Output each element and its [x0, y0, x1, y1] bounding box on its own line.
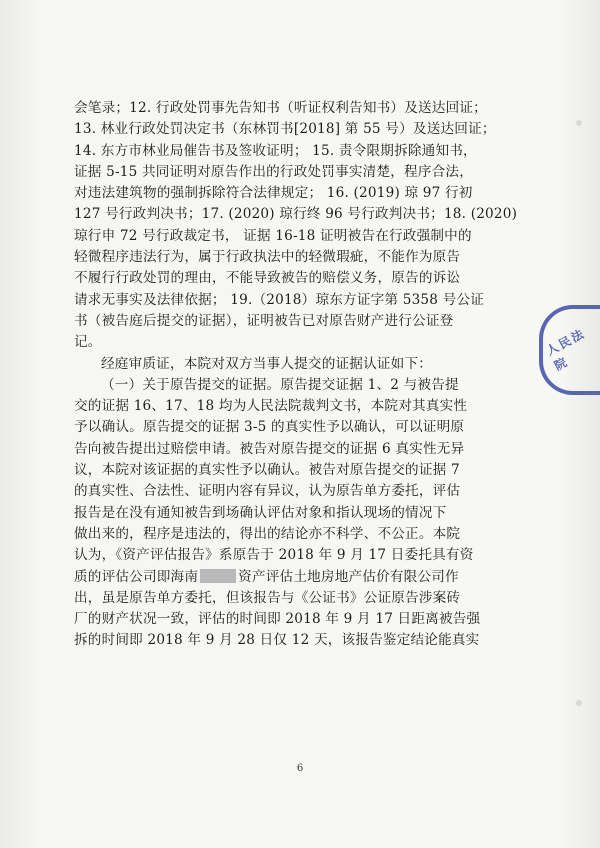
text-line: 认为，《资产评估报告》系原告于 2018 年 9 月 17 日委托具有资: [74, 547, 474, 564]
court-seal-text: 人民法院: [544, 326, 588, 374]
document-body: [74, 98, 544, 652]
text-line: 厂的财产状况一致，评估的时间即 2018 年 9 月 17 日距离被告强: [74, 611, 481, 628]
text-line: 的真实性、合法性、证明内容有异议，认为原告单方委托，评估: [74, 483, 461, 500]
text-line: 做出来的，程序是违法的，得出的结论亦不科学、不公正。本院: [74, 525, 461, 542]
text-line-redacted: [74, 567, 544, 588]
text-line: 告向被告提出过赔偿申请。被告对原告提交的证据 6 真实性无异: [74, 440, 465, 457]
paragraph-evidence-review: 经庭审质证，本院对双方当事人提交的证据认证如下：: [101, 355, 433, 372]
text-line: 会笔录；12. 行政处罚事先告知书（听证权利告知书）及送达回证；: [74, 100, 487, 116]
text-line: （一）关于原告提交的证据。原告提交证据 1、2 与被告提: [101, 376, 459, 393]
text-line: 拆的时间即 2018 年 9 月 28 日仅 12 天，该报告鉴定结论能真实: [74, 632, 480, 649]
text-line: 报告是在没有通知被告到场确认评估对象和指认现场的情况下: [74, 504, 447, 521]
redaction-block: [200, 569, 236, 583]
binding-hole: [576, 700, 582, 706]
text-fragment: 质的评估公司即海南: [74, 568, 199, 585]
binding-hole: [576, 120, 582, 126]
text-line: 对违法建筑物的强制拆除符合法律规定； 16. (2019) 琼 97 行初: [74, 185, 473, 202]
text-line: 请求无事实及法律依据； 19.（2018）琼东方证字第 5358 号公证: [74, 291, 485, 308]
text-line: 127 号行政判决书；17. (2020) 琼行终 96 号行政判决书；18. (2020): [74, 206, 518, 223]
text-line: 议，本院对该证据的真实性予以确认。被告对原告提交的证据 7: [74, 462, 460, 479]
text-line: 13. 林业行政处罚决定书（东林罚书[2018] 第 55 号）及送达回证；: [74, 121, 496, 138]
text-line: 轻微程序违法行为，属于行政执法中的轻微瑕疵，不能作为原告: [74, 249, 461, 266]
text-line: 琼行申 72 号行政裁定书， 证据 16-18 证明被告在行政强制中的: [74, 227, 472, 244]
text-line: 予以确认。原告提交的证据 3-5 的真实性予以确认，可以证明原: [74, 419, 465, 436]
text-line: 证据 5-15 共同证明对原告作出的行政处罚事实清楚，程序合法，: [74, 163, 474, 180]
text-line: 出，虽是原告单方委托，但该报告与《公证书》公证原告涉案砖: [74, 589, 461, 606]
text-line: 记。: [74, 334, 102, 351]
text-line: 不履行行政处罚的理由，不能导致被告的赔偿义务，原告的诉讼: [74, 270, 461, 287]
text-line: 书（被告庭后提交的证据），证明被告已对原告财产进行公证登: [74, 312, 454, 329]
text-line: 交的证据 16、17、18 均为人民法院裁判文书，本院对其真实性: [74, 398, 468, 415]
text-line: 14. 东方市林业局催告书及签收证明； 15. 责令限期拆除通知书，: [74, 142, 477, 159]
page-number: 6: [296, 763, 304, 774]
text-fragment: 资产评估土地房地产估价有限公司作: [238, 568, 459, 585]
